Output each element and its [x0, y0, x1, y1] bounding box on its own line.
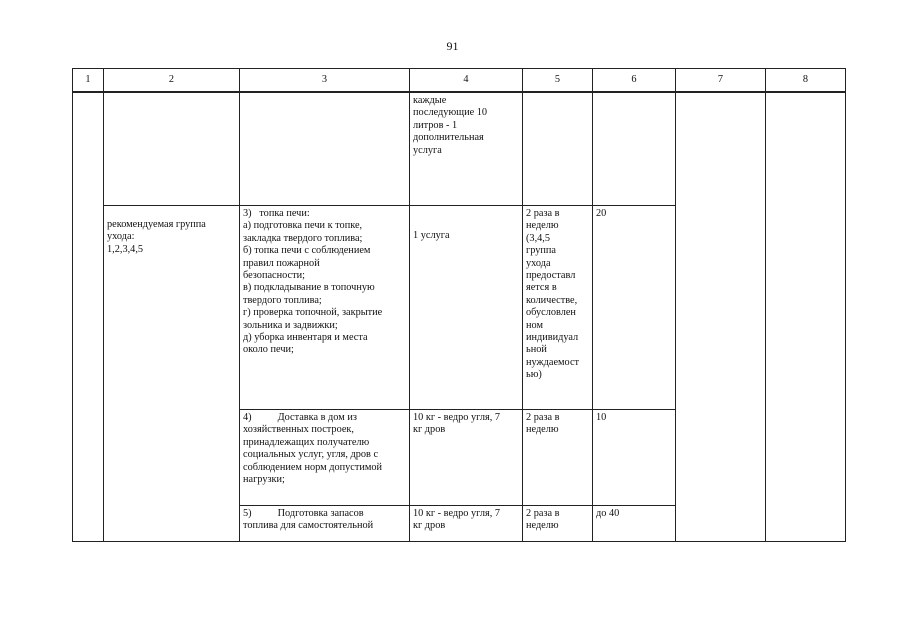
- col-header-4: 4: [410, 69, 523, 93]
- cell-line: 1 услуга: [413, 230, 450, 241]
- cell-line: правил пожарной: [243, 257, 320, 269]
- header-row: [73, 69, 846, 93]
- col-header-8: 8: [766, 69, 846, 93]
- cell-care-group: [104, 206, 240, 542]
- col-header-6: 6: [593, 69, 676, 93]
- cell-frequency: [523, 506, 593, 542]
- cell-frequency: [523, 410, 593, 506]
- cell-line: хозяйственных построек,: [243, 424, 355, 436]
- cell-time: до 40: [593, 506, 676, 542]
- cell-line: закладка твердого топлива;: [243, 232, 363, 244]
- cell-col8-merged: [766, 92, 846, 542]
- cell-line: в) подкладывание в топочную: [243, 282, 375, 294]
- cell-line: обусловлен: [526, 307, 576, 319]
- cell-time-empty: [593, 92, 676, 206]
- cell-line: ью): [526, 369, 542, 381]
- cell-line: 1,2,3,4,5: [107, 243, 144, 255]
- cell-line: около печи;: [243, 344, 294, 356]
- table-row: [73, 92, 846, 206]
- cell-line: дополнительная: [413, 132, 484, 144]
- cell-line: группа: [526, 245, 556, 257]
- cell-line: зольника и задвижки;: [243, 319, 338, 331]
- cell-line: неделю: [526, 520, 559, 532]
- cell-care-group-empty: [104, 92, 240, 206]
- cell-line: кг дров: [413, 520, 446, 532]
- cell-service-description: [240, 206, 410, 410]
- cell-col7-merged: [676, 92, 766, 542]
- cell-line: ухода: [526, 257, 551, 269]
- cell-volume: [410, 92, 523, 206]
- col-header-7: 7: [676, 69, 766, 93]
- cell-line: ном: [526, 319, 543, 331]
- page-number: 91: [446, 39, 459, 53]
- cell-line: твердого топлива;: [243, 294, 322, 306]
- cell-line: а) подготовка печи к топке,: [243, 220, 363, 232]
- service-heading: [243, 208, 406, 220]
- service-title: Подготовка запасов: [277, 508, 364, 519]
- col-header-3: 3: [240, 69, 410, 93]
- cell-line: принадлежащих получателю: [243, 436, 370, 448]
- cell-line: ьной: [526, 344, 547, 356]
- cell-time: 20: [593, 206, 676, 410]
- cell-line: нуждаемост: [526, 356, 580, 368]
- cell-line: рекомендуемая группа: [107, 219, 206, 230]
- cell-col1-merged: [73, 92, 104, 542]
- service-heading: [243, 412, 406, 424]
- cell-line: социальных услуг, угля, дров с: [243, 449, 379, 461]
- cell-line: 2 раза в: [526, 208, 560, 219]
- cell-time: 10: [593, 410, 676, 506]
- cell-line: ухода:: [107, 231, 135, 243]
- col-header-2: 2: [104, 69, 240, 93]
- cell-line: 10 кг - ведро угля, 7: [413, 412, 501, 423]
- cell-line: безопасности;: [243, 270, 305, 282]
- service-title: Доставка в дом из: [277, 412, 357, 423]
- services-table: [72, 68, 846, 542]
- cell-line: индивидуал: [526, 332, 579, 344]
- cell-line: каждые: [413, 95, 447, 106]
- cell-line: топлива для самостоятельной: [243, 520, 374, 532]
- cell-volume: [410, 206, 523, 410]
- cell-line: неделю: [526, 220, 559, 232]
- service-number: 3): [243, 208, 252, 219]
- cell-volume: [410, 410, 523, 506]
- cell-line: литров - 1: [413, 119, 458, 131]
- cell-frequency-empty: [523, 92, 593, 206]
- cell-service-empty: [240, 92, 410, 206]
- col-header-1: 1: [73, 69, 104, 93]
- cell-line: предоставл: [526, 270, 576, 282]
- col-header-5: 5: [523, 69, 593, 93]
- cell-line: количестве,: [526, 294, 578, 306]
- cell-volume: [410, 506, 523, 542]
- cell-service-description: [240, 410, 410, 506]
- cell-line: яется в: [526, 282, 557, 294]
- cell-line: нагрузки;: [243, 474, 285, 486]
- cell-line: (3,4,5: [526, 232, 551, 244]
- cell-line: б) топка печи с соблюдением: [243, 245, 371, 257]
- cell-line: 10 кг - ведро угля, 7: [413, 508, 501, 519]
- cell-line: д) уборка инвентаря и места: [243, 332, 368, 344]
- service-title: топка печи:: [259, 208, 310, 219]
- cell-line: г) проверка топочной, закрытие: [243, 307, 383, 319]
- cell-line: неделю: [526, 424, 559, 436]
- service-heading: [243, 508, 406, 520]
- cell-line: 2 раза в: [526, 412, 560, 423]
- cell-line: 2 раза в: [526, 508, 560, 519]
- service-number: 5): [243, 508, 252, 519]
- cell-line: услуга: [413, 144, 442, 156]
- cell-line: кг дров: [413, 424, 446, 436]
- cell-line: соблюдением норм допустимой: [243, 461, 383, 473]
- cell-line: последующие 10: [413, 107, 488, 119]
- cell-service-description: [240, 506, 410, 542]
- cell-frequency: [523, 206, 593, 410]
- service-number: 4): [243, 412, 252, 423]
